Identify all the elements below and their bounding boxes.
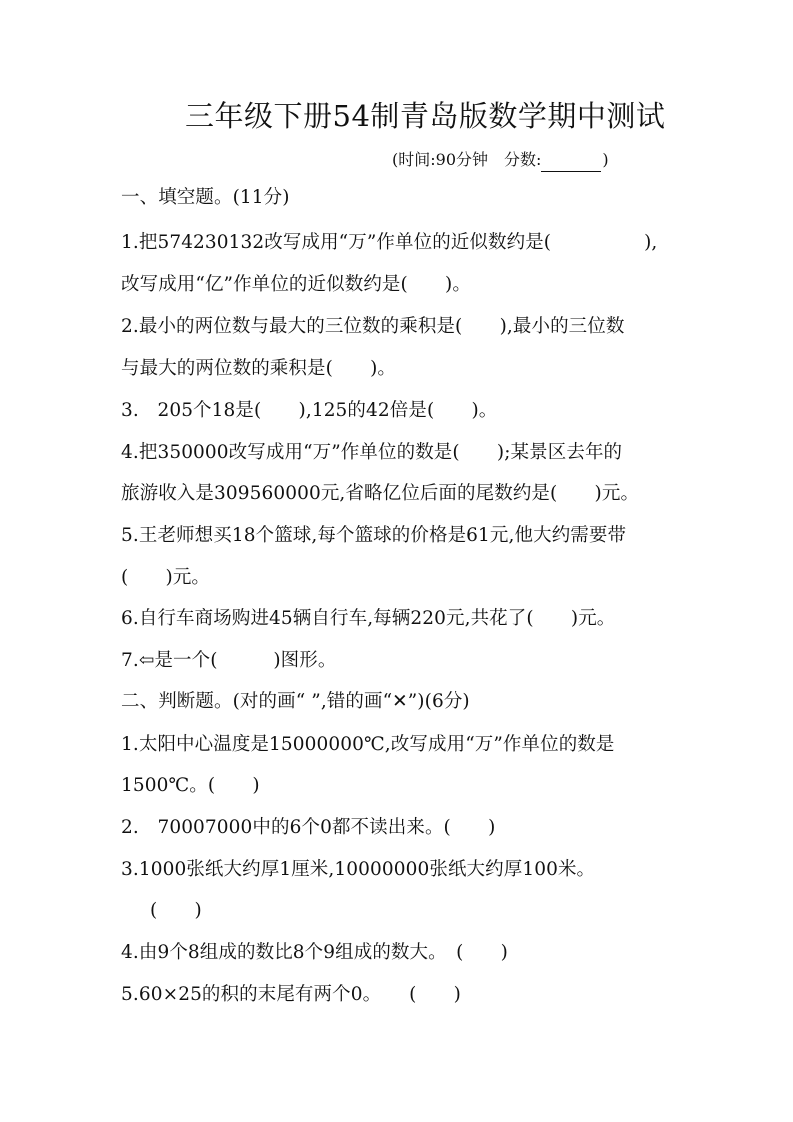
question-line: 4.由9个8组成的数比8个9组成的数大。 ( ) — [121, 942, 508, 963]
question-line: 3. 205个18是( ),125的42倍是( )。 — [121, 400, 498, 421]
exam-info-time-score-label: (时间:90分钟 分数: — [392, 150, 542, 169]
exam-info — [392, 148, 609, 172]
question-line: 5.王老师想买18个篮球,每个篮球的价格是61元,他大约需要带 — [121, 525, 627, 546]
question-line: 4.把350000改写成用“万”作单位的数是( );某景区去年的 — [121, 442, 623, 463]
question-line: 2. 70007000中的6个0都不读出来。( ) — [121, 817, 496, 838]
question-line: 7.⇦是一个( )图形。 — [121, 650, 337, 671]
question-line: 6.自行车商场购进45辆自行车,每辆220元,共花了( )元。 — [121, 608, 616, 629]
question-line: 5.60×25的积的末尾有两个0。 ( ) — [121, 984, 461, 1005]
question-line: 1.太阳中心温度是15000000℃,改写成用“万”作单位的数是 — [121, 734, 615, 755]
exam-info-close-paren: ) — [602, 150, 609, 169]
question-line: 3.1000张纸大约厚1厘米,10000000张纸大约厚100米。 — [121, 859, 596, 880]
section-heading-fill-in: 一、填空题。(11分) — [121, 187, 290, 208]
question-line: 旅游收入是309560000元,省略亿位后面的尾数约是( )元。 — [121, 483, 640, 504]
question-line: 1.把574230132改写成用“万”作单位的近似数约是( ), — [121, 232, 658, 253]
section-heading-true-false: 二、判断题。(对的画“ ”,错的画“✕”)(6分) — [121, 691, 470, 712]
page-title: 三年级下册54制青岛版数学期中测试 — [185, 99, 666, 133]
question-line: 2.最小的两位数与最大的三位数的乘积是( ),最小的三位数 — [121, 316, 625, 337]
question-line: ( )元。 — [121, 567, 211, 588]
score-blank — [541, 155, 601, 172]
answer-parentheses: ( ) — [150, 900, 202, 921]
question-line: 改写成用“亿”作单位的近似数约是( )。 — [121, 274, 471, 295]
question-line: 1500℃。( ) — [121, 775, 260, 796]
question-line: 与最大的两位数的乘积是( )。 — [121, 358, 397, 379]
